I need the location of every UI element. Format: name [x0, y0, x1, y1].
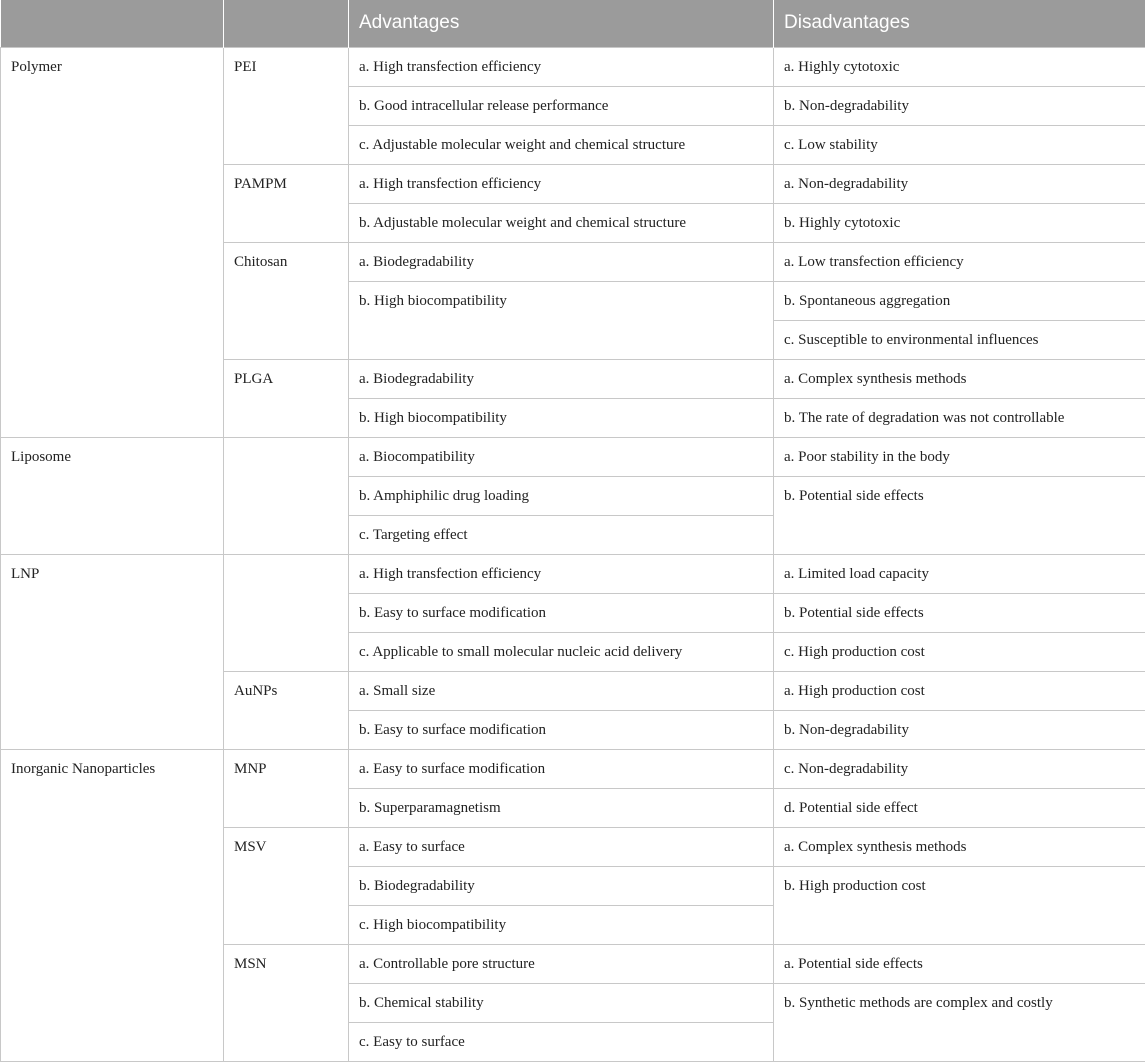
disadvantage-cell: a. Poor stability in the body: [774, 437, 1145, 476]
advantage-cell: a. Easy to surface: [349, 827, 774, 866]
subtype-cell: AuNPs: [224, 671, 349, 749]
category-cell: Inorganic Nanoparticles: [1, 749, 224, 1061]
disadvantage-cell: a. Highly cytotoxic: [774, 47, 1145, 86]
advantage-cell: b. Amphiphilic drug loading: [349, 476, 774, 515]
disadvantage-cell: b. High production cost: [774, 866, 1145, 944]
header-category: [1, 0, 224, 47]
advantage-cell: a. High transfection efficiency: [349, 164, 774, 203]
table-row: [1, 47, 1145, 86]
disadvantage-cell: b. The rate of degradation was not controllable: [774, 398, 1145, 437]
disadvantage-cell: a. Non-degradability: [774, 164, 1145, 203]
advantage-cell: b. Adjustable molecular weight and chemical structure: [349, 203, 774, 242]
advantage-cell: b. High biocompatibility: [349, 281, 774, 359]
advantage-cell: a. Small size: [349, 671, 774, 710]
disadvantage-cell: b. Highly cytotoxic: [774, 203, 1145, 242]
disadvantage-cell: b. Non-degradability: [774, 86, 1145, 125]
disadvantage-cell: d. Potential side effect: [774, 788, 1145, 827]
header-advantages: Advantages: [349, 0, 774, 47]
advantage-cell: a. Controllable pore structure: [349, 944, 774, 983]
category-cell: LNP: [1, 554, 224, 749]
subtype-cell: Chitosan: [224, 242, 349, 359]
disadvantage-cell: a. Complex synthesis methods: [774, 359, 1145, 398]
disadvantage-cell: c. High production cost: [774, 632, 1145, 671]
advantage-cell: b. Easy to surface modification: [349, 710, 774, 749]
advantage-cell: c. Targeting effect: [349, 515, 774, 554]
disadvantage-cell: a. Potential side effects: [774, 944, 1145, 983]
table-row: [1, 554, 1145, 593]
disadvantage-cell: b. Potential side effects: [774, 593, 1145, 632]
table-body: [1, 47, 1145, 1061]
advantage-cell: c. High biocompatibility: [349, 905, 774, 944]
subtype-cell: PEI: [224, 47, 349, 164]
advantage-cell: c. Adjustable molecular weight and chemical structure: [349, 125, 774, 164]
header-row: [1, 0, 1145, 47]
disadvantage-cell: a. Limited load capacity: [774, 554, 1145, 593]
subtype-cell: MSN: [224, 944, 349, 1061]
category-cell: Polymer: [1, 47, 224, 437]
table-row: [1, 749, 1145, 788]
disadvantage-cell: b. Non-degradability: [774, 710, 1145, 749]
subtype-cell: PLGA: [224, 359, 349, 437]
header-disadvantages: Disadvantages: [774, 0, 1145, 47]
disadvantage-cell: a. High production cost: [774, 671, 1145, 710]
table-row: [1, 437, 1145, 476]
disadvantage-cell: b. Potential side effects: [774, 476, 1145, 554]
subtype-cell: MSV: [224, 827, 349, 944]
advantage-cell: b. High biocompatibility: [349, 398, 774, 437]
advantage-cell: b. Superparamagnetism: [349, 788, 774, 827]
disadvantage-cell: b. Synthetic methods are complex and costly: [774, 983, 1145, 1061]
advantage-cell: a. Biodegradability: [349, 359, 774, 398]
disadvantage-cell: c. Low stability: [774, 125, 1145, 164]
advantage-cell: b. Good intracellular release performance: [349, 86, 774, 125]
advantage-cell: b. Easy to surface modification: [349, 593, 774, 632]
advantage-cell: a. High transfection efficiency: [349, 554, 774, 593]
subtype-cell: MNP: [224, 749, 349, 827]
advantage-cell: a. Biodegradability: [349, 242, 774, 281]
disadvantage-cell: c. Non-degradability: [774, 749, 1145, 788]
advantage-cell: c. Easy to surface: [349, 1022, 774, 1061]
subtype-cell: PAMPM: [224, 164, 349, 242]
subtype-cell: [224, 554, 349, 671]
disadvantage-cell: a. Complex synthesis methods: [774, 827, 1145, 866]
advantage-cell: a. Easy to surface modification: [349, 749, 774, 788]
advantage-cell: a. High transfection efficiency: [349, 47, 774, 86]
disadvantage-cell: a. Low transfection efficiency: [774, 242, 1145, 281]
advantage-cell: c. Applicable to small molecular nucleic acid delivery: [349, 632, 774, 671]
advantage-cell: b. Biodegradability: [349, 866, 774, 905]
table-header: [1, 0, 1145, 47]
disadvantage-cell: c. Susceptible to environmental influences: [774, 320, 1145, 359]
category-cell: Liposome: [1, 437, 224, 554]
advantage-cell: b. Chemical stability: [349, 983, 774, 1022]
header-subtype: [224, 0, 349, 47]
subtype-cell: [224, 437, 349, 554]
disadvantage-cell: b. Spontaneous aggregation: [774, 281, 1145, 320]
advantage-cell: a. Biocompatibility: [349, 437, 774, 476]
